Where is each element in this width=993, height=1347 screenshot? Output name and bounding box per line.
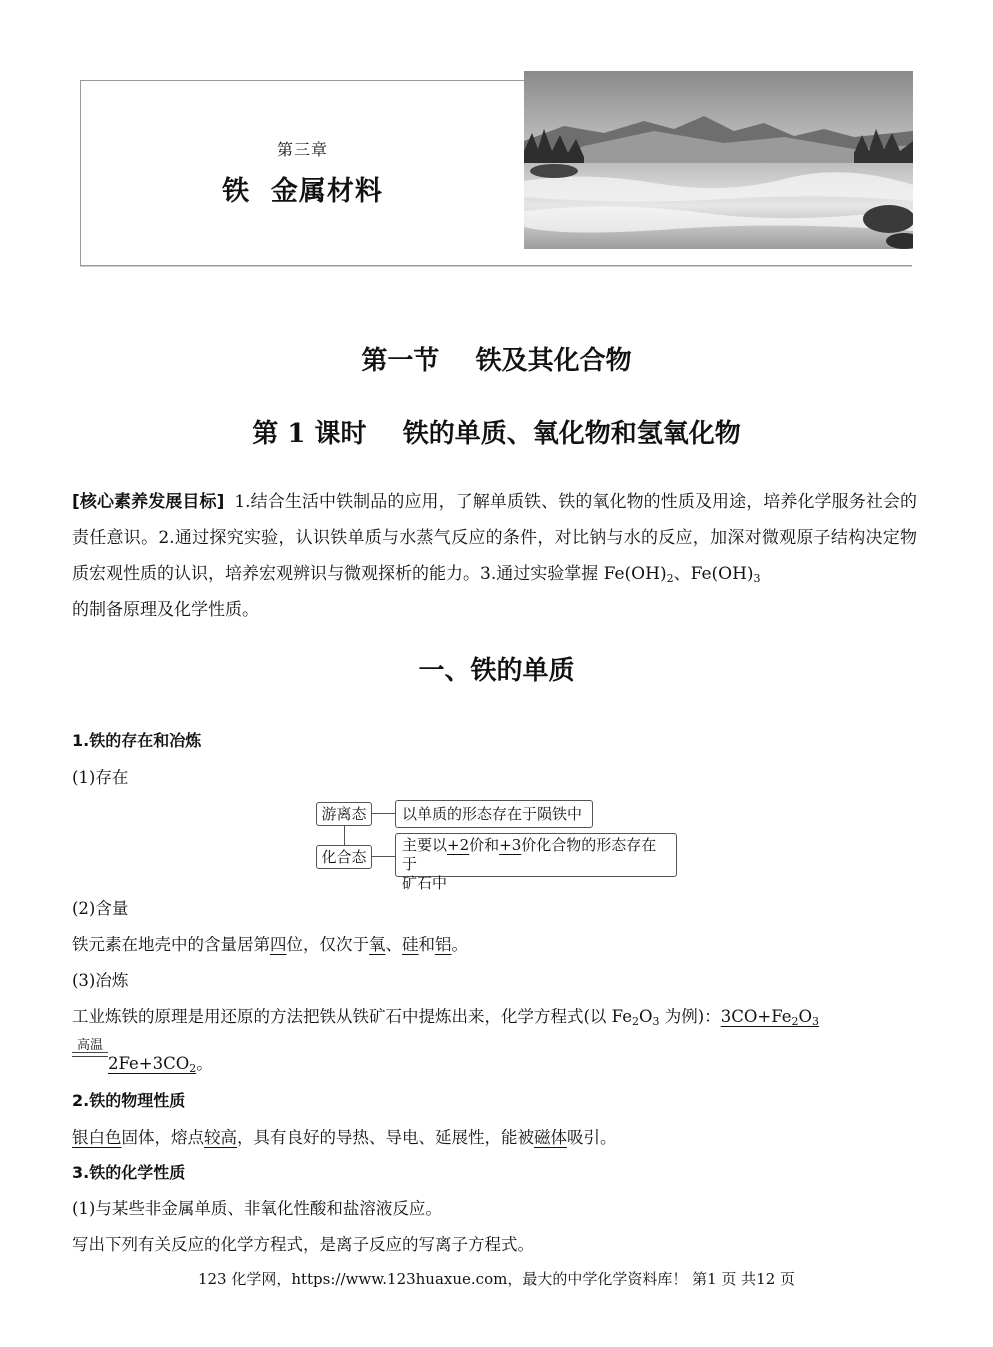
diagram-connector bbox=[372, 813, 395, 814]
smelt-sentence: 工业炼铁的原理是用还原的方法把铁从铁矿石中提炼出来，化学方程式(以 $Fe_2O_3$ 为例)：$3CO+Fe_2O_3$ bbox=[72, 1007, 820, 1028]
diagram-connector bbox=[372, 856, 395, 857]
equation-left: $3CO+Fe_2O_3$ bbox=[720, 1007, 820, 1028]
diagram-connector bbox=[344, 826, 345, 845]
landscape-photo bbox=[524, 71, 913, 249]
chapter-title: 铁 金属材料 bbox=[222, 176, 383, 207]
content-sentence: 铁元素在地壳中的含量居第四位，仅次于氧、硅和铝。 bbox=[72, 935, 468, 954]
sec2-title: 2.铁的物理性质 bbox=[72, 1091, 186, 1110]
valence-plus2: +2 bbox=[447, 836, 470, 854]
chapter-label: 第三章 bbox=[276, 140, 328, 159]
sec1-exist: (1)存在 bbox=[72, 768, 129, 787]
chapter-banner bbox=[80, 80, 912, 266]
answer-magnet: 磁体 bbox=[534, 1128, 567, 1147]
goal-sep: 、Fe(OH) bbox=[673, 564, 754, 584]
goal-sub-3: 3 bbox=[753, 572, 761, 585]
sec1-content: (2)含量 bbox=[72, 899, 129, 918]
valence-plus3: +3 bbox=[499, 836, 522, 854]
combined-state-box: 化合态 bbox=[316, 845, 372, 869]
goal-sub-2: 2 bbox=[666, 572, 674, 585]
answer-fourth: 四 bbox=[270, 935, 287, 954]
answer-high: 较高 bbox=[204, 1128, 237, 1147]
answer-silicon: 硅 bbox=[402, 935, 419, 954]
page-footer: 123 化学网，https://www.123huaxue.com，最大的中学化学资料库！ 第1 页 共12 页 bbox=[197, 1270, 796, 1288]
goal-text-end: 的制备原理及化学性质。 bbox=[72, 600, 259, 620]
answer-oxygen: 氧 bbox=[369, 935, 386, 954]
physical-properties: 银白色固体，熔点较高，具有良好的导热、导电、延展性，能被磁体吸引。 bbox=[72, 1128, 617, 1147]
banner-divider bbox=[80, 266, 912, 267]
goal-label: [核心素养发展目标] bbox=[72, 492, 225, 512]
equation-equals bbox=[72, 1052, 108, 1057]
sec3-p1: (1)与某些非金属单质、非氧化性酸和盐溶液反应。 bbox=[72, 1199, 442, 1218]
sec1-title: 1.铁的存在和冶炼 bbox=[72, 731, 202, 750]
combined-state-desc: 主要以+2价和+3价化合物的形态存在于 矿石中 bbox=[395, 833, 677, 877]
sec1-smelt: (3)冶炼 bbox=[72, 971, 129, 990]
sec3-title: 3.铁的化学性质 bbox=[72, 1163, 186, 1182]
core-goal-paragraph bbox=[72, 484, 917, 628]
answer-silver-white: 银白色 bbox=[72, 1128, 122, 1147]
section-title: 第一节 铁及其化合物 bbox=[361, 346, 632, 376]
equation-right: $2Fe+3CO_2$ bbox=[108, 1054, 197, 1075]
lesson-title: 第 1 课时 铁的单质、氧化物和氢氧化物 bbox=[252, 419, 741, 449]
heading-iron-element: 一、铁的单质 bbox=[418, 656, 575, 686]
sec3-p2: 写出下列有关反应的化学方程式，是离子反应的写离子方程式。 bbox=[72, 1235, 534, 1254]
free-state-box: 游离态 bbox=[316, 802, 372, 826]
equation-right-line: $2Fe+3CO_2$。 bbox=[108, 1054, 213, 1075]
goal-text: 1.结合生活中铁制品的应用，了解单质铁、铁的氧化物的性质及用途，培养化学服务社会的责任意识。2.通过探究实验，认识铁单质与水蒸气反应的条件，对比钠与水的反应，加深对微观原子结构决定物质宏观性质的认识，培养宏观辨识与微观探析的能力。3.通过实验掌握 Fe(OH) bbox=[72, 492, 918, 584]
answer-aluminum: 铝 bbox=[435, 935, 452, 954]
free-state-desc: 以单质的形态存在于陨铁中 bbox=[395, 800, 593, 828]
equation-condition: 高温 bbox=[76, 1038, 103, 1053]
